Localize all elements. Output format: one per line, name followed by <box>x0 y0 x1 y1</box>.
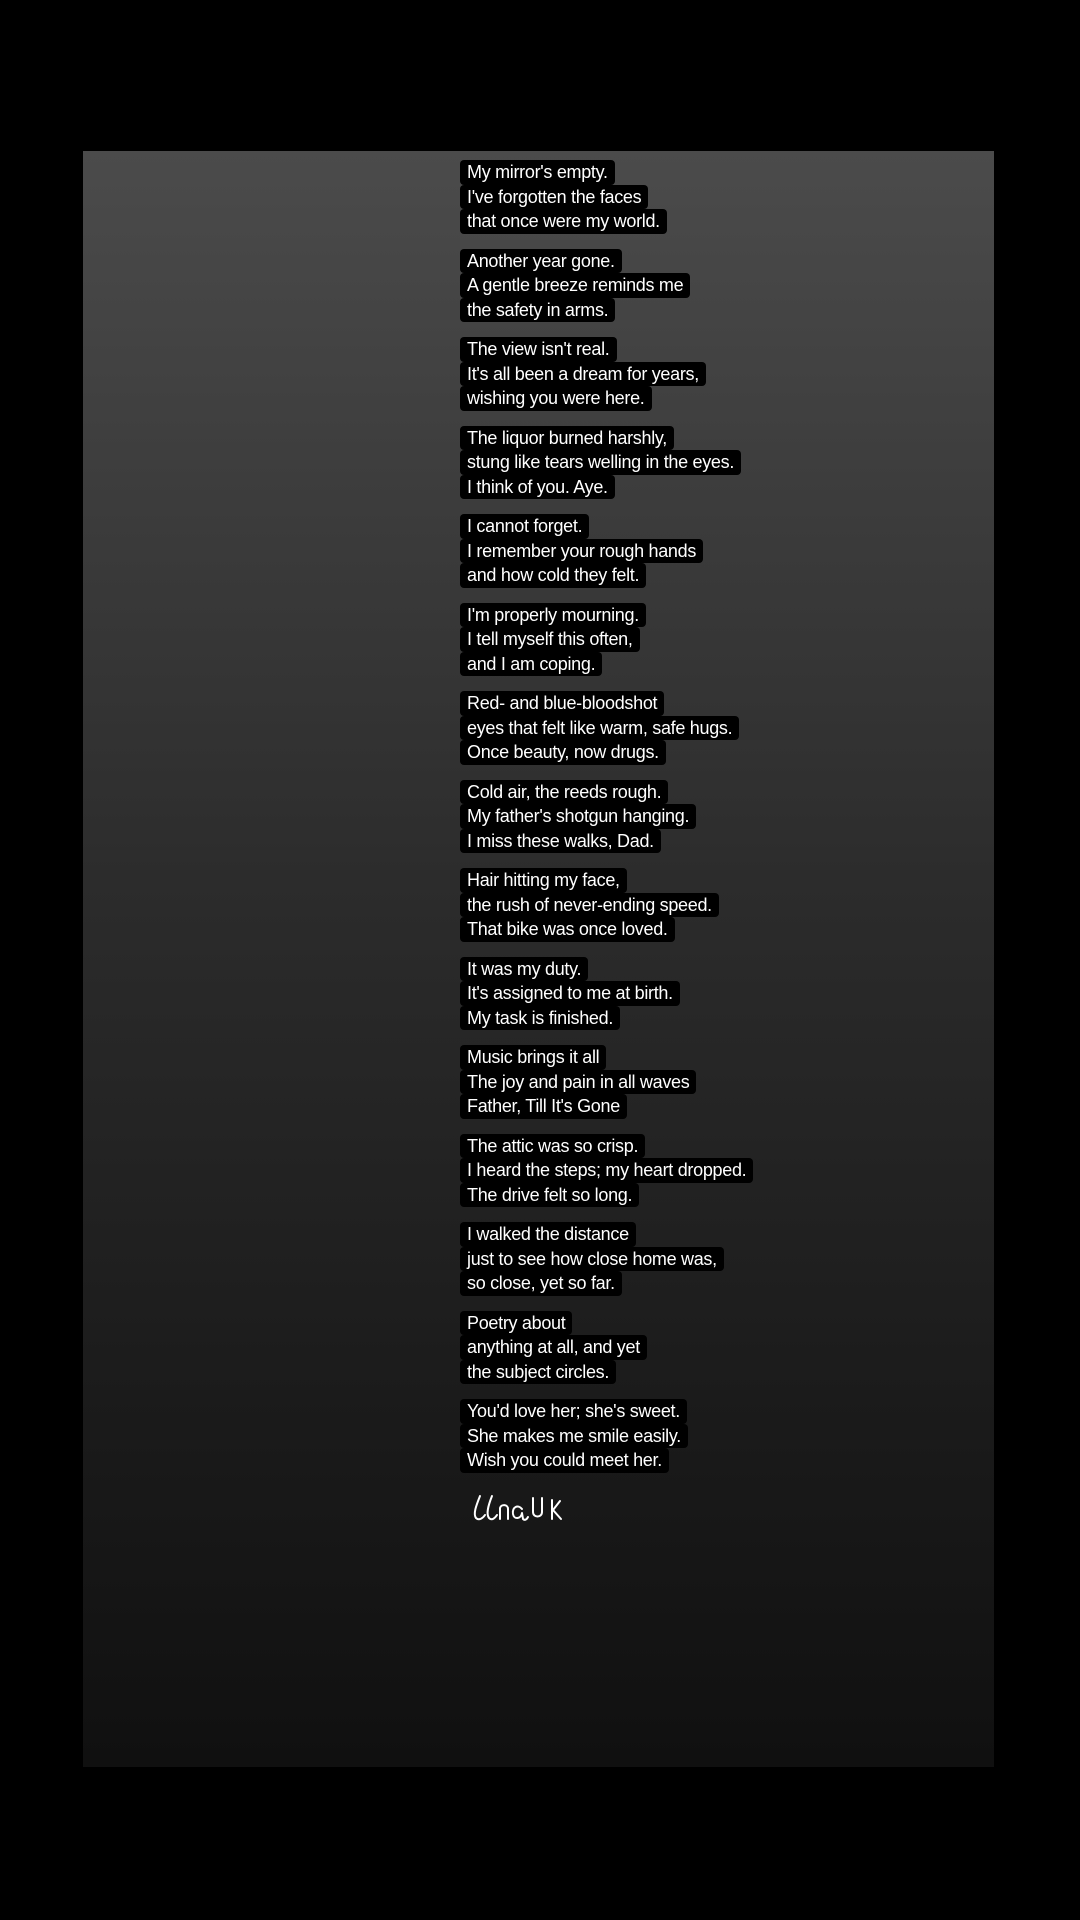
stanza-line: wishing you were here. <box>460 386 652 411</box>
stanza-15 <box>460 1399 1060 1473</box>
stanza-line: Red- and blue-bloodshot <box>460 691 664 716</box>
stanza-line: Wish you could meet her. <box>460 1448 669 1473</box>
stanza-line: that once were my world. <box>460 209 667 234</box>
stanza-line: A gentle breeze reminds me <box>460 273 690 298</box>
stanza-line: Music brings it all <box>460 1045 606 1070</box>
stanza-10 <box>460 957 1060 1031</box>
stanza-line: I tell myself this often, <box>460 627 640 652</box>
stanza-line: My father's shotgun hanging. <box>460 804 696 829</box>
stanza-line: Cold air, the reeds rough. <box>460 780 668 805</box>
handwritten-signature <box>460 1488 1060 1528</box>
stanza-line: I walked the distance <box>460 1222 636 1247</box>
stanza-line: The drive felt so long. <box>460 1183 639 1208</box>
stanza-line: I miss these walks, Dad. <box>460 829 661 854</box>
stanza-line: It's assigned to me at birth. <box>460 981 680 1006</box>
stanza-line: the rush of never-ending speed. <box>460 893 719 918</box>
stanza-line: anything at all, and yet <box>460 1335 647 1360</box>
stanza-line: the subject circles. <box>460 1360 616 1385</box>
stanza-line: I remember your rough hands <box>460 539 703 564</box>
stanza-line: and I am coping. <box>460 652 602 677</box>
stanza-line: You'd love her; she's sweet. <box>460 1399 687 1424</box>
stanza-line: The liquor burned harshly, <box>460 426 674 451</box>
stanza-line: The joy and pain in all waves <box>460 1070 696 1095</box>
stanza-4 <box>460 426 1060 500</box>
stanza-line: Hair hitting my face, <box>460 868 627 893</box>
stanza-line: eyes that felt like warm, safe hugs. <box>460 716 739 741</box>
stanza-line: My task is finished. <box>460 1006 620 1031</box>
stanza-12 <box>460 1134 1060 1208</box>
stanza-6 <box>460 603 1060 677</box>
stanza-11 <box>460 1045 1060 1119</box>
stanza-line: I'm properly mourning. <box>460 603 646 628</box>
stanza-9 <box>460 868 1060 942</box>
signature-mark <box>470 1488 580 1526</box>
stanza-line: Once beauty, now drugs. <box>460 740 666 765</box>
stanza-line: Father, Till It's Gone <box>460 1094 627 1119</box>
poem-collection <box>460 160 1060 1528</box>
stanza-line: I heard the steps; my heart dropped. <box>460 1158 753 1183</box>
stanza-line: just to see how close home was, <box>460 1247 724 1272</box>
stanza-line: the safety in arms. <box>460 298 615 323</box>
stanza-line: I cannot forget. <box>460 514 589 539</box>
stanza-line: It's all been a dream for years, <box>460 362 706 387</box>
stanza-8 <box>460 780 1060 854</box>
stanza-line: and how cold they felt. <box>460 563 646 588</box>
stanza-line: so close, yet so far. <box>460 1271 622 1296</box>
stanza-line: Poetry about <box>460 1311 572 1336</box>
stanza-line: The attic was so crisp. <box>460 1134 645 1159</box>
stanza-line: I think of you. Aye. <box>460 475 615 500</box>
stanza-5 <box>460 514 1060 588</box>
stanza-line: Another year gone. <box>460 249 622 274</box>
stanza-1 <box>460 160 1060 234</box>
stanza-line: She makes me smile easily. <box>460 1424 688 1449</box>
stanza-line: stung like tears welling in the eyes. <box>460 450 741 475</box>
stanza-14 <box>460 1311 1060 1385</box>
stanza-line: The view isn't real. <box>460 337 617 362</box>
stanza-3 <box>460 337 1060 411</box>
stanza-13 <box>460 1222 1060 1296</box>
stanza-line: My mirror's empty. <box>460 160 615 185</box>
stanza-7 <box>460 691 1060 765</box>
stanza-2 <box>460 249 1060 323</box>
stanza-line: That bike was once loved. <box>460 917 675 942</box>
stanza-line: It was my duty. <box>460 957 588 982</box>
stanza-line: I've forgotten the faces <box>460 185 648 210</box>
